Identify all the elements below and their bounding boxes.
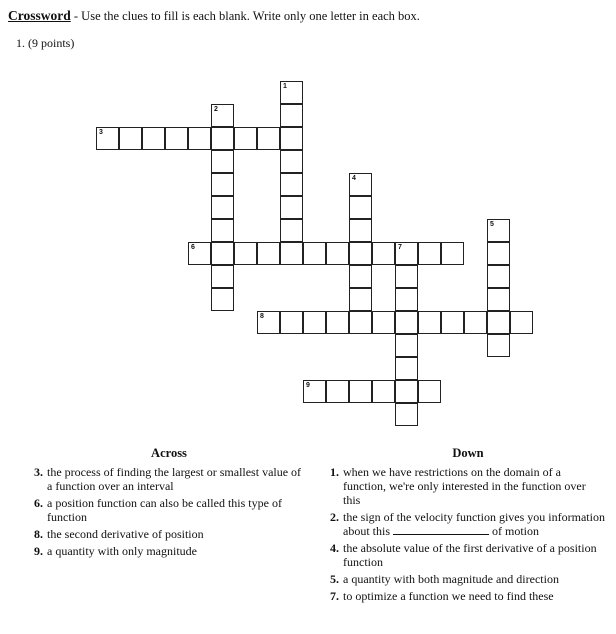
clue-text: the absolute value of the first derivative of a position function (343, 541, 597, 569)
crossword-cell[interactable] (280, 81, 303, 104)
crossword-cell[interactable] (211, 196, 234, 219)
clue-text: a quantity with only magnitude (47, 544, 197, 558)
crossword-cell[interactable] (487, 242, 510, 265)
clue-text: when we have restrictions on the domain of a function, we're only interested in the function over this (343, 465, 586, 507)
worksheet-title: Crossword (8, 8, 71, 23)
crossword-cell[interactable] (372, 380, 395, 403)
crossword-cell[interactable] (395, 265, 418, 288)
down-clue (330, 541, 606, 569)
crossword-cell[interactable] (165, 127, 188, 150)
crossword-cell[interactable] (326, 380, 349, 403)
crossword-cell[interactable] (211, 173, 234, 196)
crossword-cell[interactable] (234, 242, 257, 265)
clue-number: 2. (330, 510, 339, 524)
clue-text: to optimize a function we need to find these (343, 589, 554, 603)
clue-number: 5. (330, 572, 339, 586)
clue-number: 3. (34, 465, 43, 479)
crossword-cell[interactable] (280, 127, 303, 150)
crossword-cell[interactable] (257, 127, 280, 150)
crossword-cell[interactable] (326, 311, 349, 334)
down-clue (330, 510, 606, 538)
crossword-cell[interactable] (395, 334, 418, 357)
crossword-cell[interactable] (303, 311, 326, 334)
crossword-cell[interactable] (349, 242, 372, 265)
crossword-cell[interactable] (188, 127, 211, 150)
crossword-cell[interactable] (418, 242, 441, 265)
crossword-cell[interactable] (395, 380, 418, 403)
clue-number-label: 3 (99, 129, 103, 136)
crossword-cell[interactable] (372, 242, 395, 265)
crossword-cell[interactable] (487, 334, 510, 357)
crossword-cell[interactable] (487, 288, 510, 311)
crossword-cell[interactable] (211, 242, 234, 265)
clue-text: the second derivative of position (47, 527, 204, 541)
crossword-cell[interactable] (349, 219, 372, 242)
crossword-cell[interactable] (280, 104, 303, 127)
clue-number: 1. (330, 465, 339, 479)
down-clue (330, 589, 606, 603)
clue-number-label: 7 (398, 244, 402, 251)
clue-text: a position function can also be called this type of function (47, 496, 282, 524)
clue-number-label: 8 (260, 313, 264, 320)
crossword-cell[interactable] (211, 265, 234, 288)
clue-number-label: 1 (283, 83, 287, 90)
crossword-cell[interactable] (280, 196, 303, 219)
worksheet-instructions: - Use the clues to fill is each blank. Write only one letter in each box. (70, 9, 420, 23)
crossword-cell[interactable] (303, 242, 326, 265)
crossword-cell[interactable] (349, 288, 372, 311)
clue-number-label: 4 (352, 175, 356, 182)
crossword-cell[interactable] (280, 173, 303, 196)
crossword-cell[interactable] (464, 311, 487, 334)
clue-number-label: 9 (306, 382, 310, 389)
clue-text: a quantity with both magnitude and direction (343, 572, 559, 586)
clue-number-label: 2 (214, 106, 218, 113)
across-clue (34, 527, 304, 541)
clue-text-after: of motion (492, 524, 539, 538)
crossword-cell[interactable] (487, 311, 510, 334)
down-clues (330, 446, 606, 606)
clue-number-label: 5 (490, 221, 494, 228)
crossword-cell[interactable] (211, 104, 234, 127)
crossword-cell[interactable] (349, 265, 372, 288)
across-clue (34, 465, 304, 493)
clue-number: 8. (34, 527, 43, 541)
crossword-cell[interactable] (395, 242, 418, 265)
down-clue (330, 465, 606, 507)
clue-text-before: the sign of the velocity function gives you information about this (343, 510, 605, 538)
crossword-cell[interactable] (395, 311, 418, 334)
crossword-cell[interactable] (487, 265, 510, 288)
down-heading: Down (452, 446, 484, 460)
crossword-cell[interactable] (303, 380, 326, 403)
crossword-cell[interactable] (211, 219, 234, 242)
crossword-cell[interactable] (441, 311, 464, 334)
crossword-cell[interactable] (395, 403, 418, 426)
crossword-cell[interactable] (142, 127, 165, 150)
across-heading: Across (151, 446, 187, 460)
crossword-cell[interactable] (280, 150, 303, 173)
crossword-cell[interactable] (487, 219, 510, 242)
crossword-cell[interactable] (441, 242, 464, 265)
crossword-cell[interactable] (280, 311, 303, 334)
across-clue (34, 496, 304, 524)
crossword-cell[interactable] (280, 219, 303, 242)
clue-number: 9. (34, 544, 43, 558)
crossword-cell[interactable] (211, 127, 234, 150)
down-clue (330, 572, 606, 586)
crossword-cell[interactable] (188, 242, 211, 265)
crossword-cell[interactable] (510, 311, 533, 334)
clue-number-label: 6 (191, 244, 195, 251)
crossword-cell[interactable] (372, 311, 395, 334)
across-clues (34, 446, 304, 561)
clue-number: 6. (34, 496, 43, 510)
across-clue (34, 544, 304, 558)
answer-blank-line (393, 524, 489, 535)
crossword-cell[interactable] (211, 150, 234, 173)
crossword-cell[interactable] (395, 288, 418, 311)
clue-number: 7. (330, 589, 339, 603)
crossword-cell[interactable] (349, 380, 372, 403)
clue-text: the process of finding the largest or smallest value of a function over an interval (47, 465, 302, 493)
crossword-cell[interactable] (349, 311, 372, 334)
crossword-cell[interactable] (234, 127, 257, 150)
crossword-cell[interactable] (280, 242, 303, 265)
crossword-cell[interactable] (96, 127, 119, 150)
crossword-cell[interactable] (326, 242, 349, 265)
crossword-cell[interactable] (119, 127, 142, 150)
crossword-cell[interactable] (349, 196, 372, 219)
crossword-cell[interactable] (349, 173, 372, 196)
crossword-cell[interactable] (395, 357, 418, 380)
crossword-cell[interactable] (257, 311, 280, 334)
crossword-cell[interactable] (257, 242, 280, 265)
question-label: 1. (9 points) (16, 36, 75, 50)
crossword-cell[interactable] (418, 311, 441, 334)
crossword-cell[interactable] (418, 380, 441, 403)
clue-number: 4. (330, 541, 339, 555)
clue-text (343, 510, 606, 538)
crossword-cell[interactable] (211, 288, 234, 311)
